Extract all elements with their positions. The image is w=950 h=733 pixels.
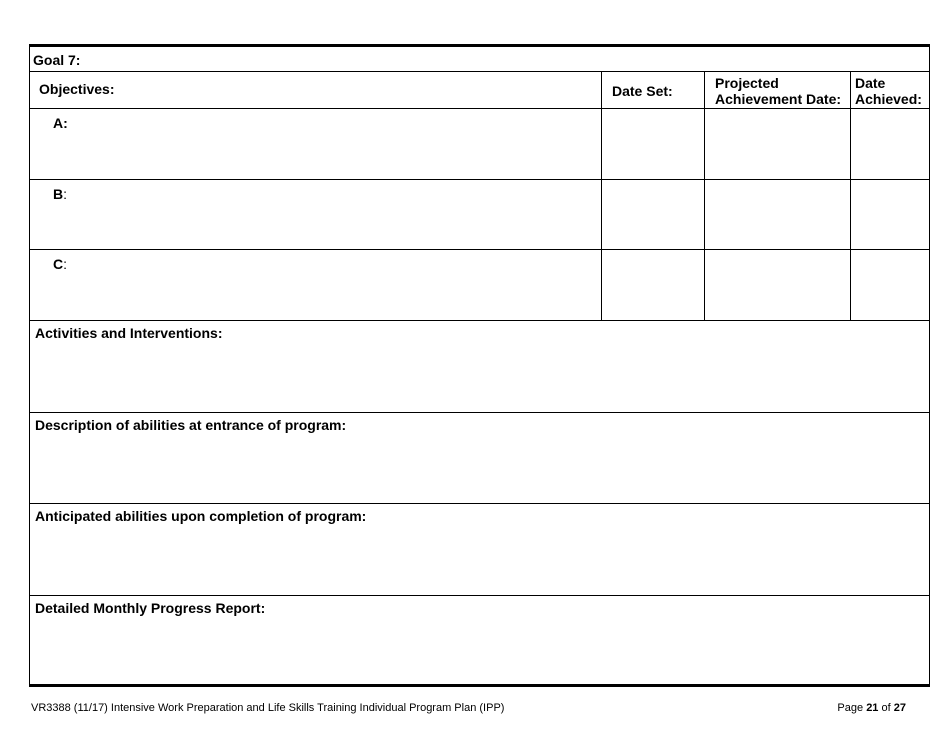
goal-label: Goal 7: [33, 52, 81, 68]
objective-row-b [30, 180, 929, 250]
objective-b-date-achieved[interactable] [850, 180, 929, 249]
ipp-goal-form [29, 44, 930, 687]
page-of: of [881, 702, 891, 714]
objective-b-cell[interactable] [30, 180, 601, 249]
objective-c-projected-date[interactable] [704, 250, 850, 320]
objective-c-date-achieved[interactable] [850, 250, 929, 320]
objectives-header-row [30, 72, 929, 109]
date-achieved-header-cell [850, 72, 929, 108]
form-id-footer: VR3388 (11/17) Intensive Work Preparation and Life Skills Training Individual Program Plan (IPP) [31, 702, 505, 714]
objective-c-label: C: [53, 256, 68, 272]
objective-b-date-set[interactable] [601, 180, 704, 249]
progress-report-label: Detailed Monthly Progress Report: [35, 600, 266, 616]
page-prefix: Page [837, 702, 864, 714]
objective-row-a [30, 109, 929, 180]
objective-a-date-achieved[interactable] [850, 109, 929, 179]
goal-row [30, 47, 929, 72]
objective-a-projected-date[interactable] [704, 109, 850, 179]
objective-a-label: A: [53, 115, 68, 131]
achieved-header-line1: Date [855, 75, 886, 91]
objectives-header-cell [30, 72, 601, 108]
achieved-header-line2: Achieved: [855, 91, 922, 107]
page-current: 21 [866, 702, 879, 714]
projected-header-line1: Projected [715, 75, 779, 91]
projected-header-line2: Achievement Date: [715, 91, 842, 107]
entrance-abilities-label: Description of abilities at entrance of program: [35, 417, 347, 433]
objective-b-label: B: [53, 186, 68, 202]
activities-label: Activities and Interventions: [35, 325, 223, 341]
page-total: 27 [893, 702, 906, 714]
objectives-header: Objectives: [39, 81, 115, 97]
activities-section[interactable] [30, 321, 929, 413]
completion-abilities-label: Anticipated abilities upon completion of program: [35, 508, 367, 524]
projected-date-header-cell [704, 72, 850, 108]
completion-abilities-section[interactable] [30, 504, 929, 596]
objective-row-c [30, 250, 929, 321]
progress-report-section[interactable] [30, 596, 929, 687]
date-set-header: Date Set: [612, 83, 673, 99]
objective-c-date-set[interactable] [601, 250, 704, 320]
objective-b-projected-date[interactable] [704, 180, 850, 249]
objective-a-date-set[interactable] [601, 109, 704, 179]
objective-a-cell[interactable] [30, 109, 601, 179]
page-number-footer [837, 702, 906, 715]
date-set-header-cell [601, 72, 704, 108]
objective-c-cell[interactable] [30, 250, 601, 320]
entrance-abilities-section[interactable] [30, 413, 929, 504]
